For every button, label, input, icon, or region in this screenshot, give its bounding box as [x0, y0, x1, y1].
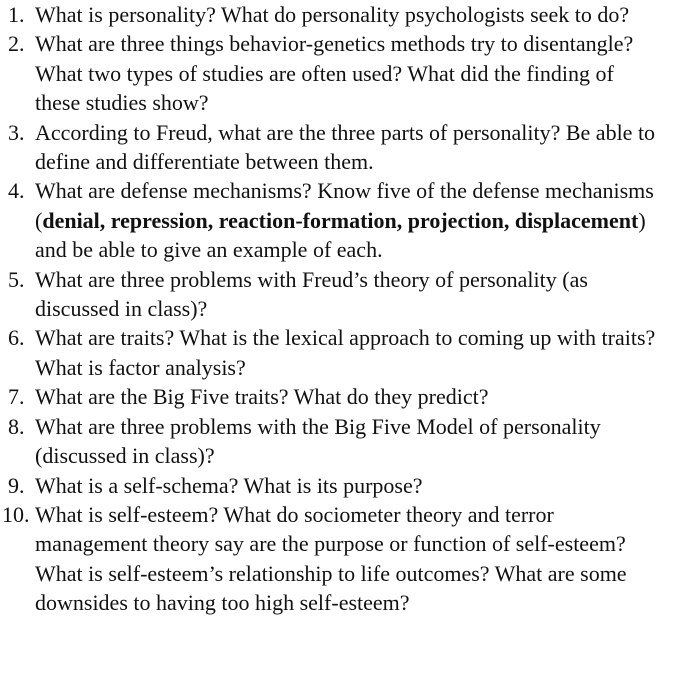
- question-item: [0, 118, 662, 177]
- question-number: 5.: [8, 266, 25, 292]
- question-text: What is personality? What do personality psychologists seek to do?: [35, 2, 630, 27]
- question-text: What are three things behavior-genetics methods try to disentangle? What two types of studies are often used? What did the finding of these studies show?: [35, 31, 634, 116]
- question-number: 8.: [8, 413, 25, 439]
- question-item: [0, 0, 662, 29]
- question-item: [0, 500, 662, 618]
- question-number: 2.: [8, 31, 25, 57]
- question-number: 7.: [8, 384, 25, 410]
- question-item: [0, 471, 662, 500]
- question-item: [0, 323, 662, 382]
- question-text: What are three problems with the Big Five Model of personality (discussed in class)?: [35, 413, 601, 469]
- question-number: 4.: [8, 178, 25, 204]
- question-number: 3.: [8, 119, 25, 145]
- question-text: What are three problems with Freud’s theory of personality (as discussed in class)?: [35, 266, 588, 322]
- question-text: What is a self-schema? What is its purpose?: [35, 472, 423, 498]
- question-item: [0, 29, 662, 117]
- question-number: 1.: [8, 2, 25, 27]
- question-number: 10.: [2, 501, 30, 527]
- question-text: What are traits? What is the lexical approach to coming up with traits? What is factor analysis?: [35, 325, 656, 380]
- question-item: [0, 382, 662, 411]
- question-item: [0, 265, 662, 324]
- question-item: [0, 412, 662, 471]
- question-text: What is self-esteem? What do sociometer theory and terror management theory say are the purpose or function of self-esteem? What is self-esteem’s relationship to life outcomes? What are some downsides to having too high self-esteem?: [35, 501, 627, 616]
- question-number: 6.: [8, 325, 25, 351]
- question-item: [0, 176, 662, 264]
- question-text: According to Freud, what are the three parts of personality? Be able to define and differentiate between them.: [35, 119, 656, 175]
- question-text-bold: denial, repression, reaction-formation, projection, displacement: [42, 207, 639, 233]
- question-number: 9.: [8, 472, 25, 498]
- question-text: What are the Big Five traits? What do they predict?: [35, 384, 489, 410]
- question-text: What are defense mechanisms? Know five of the defense mechanisms (: [35, 178, 654, 233]
- question-text: ) and be able to give an example of each.: [35, 207, 646, 263]
